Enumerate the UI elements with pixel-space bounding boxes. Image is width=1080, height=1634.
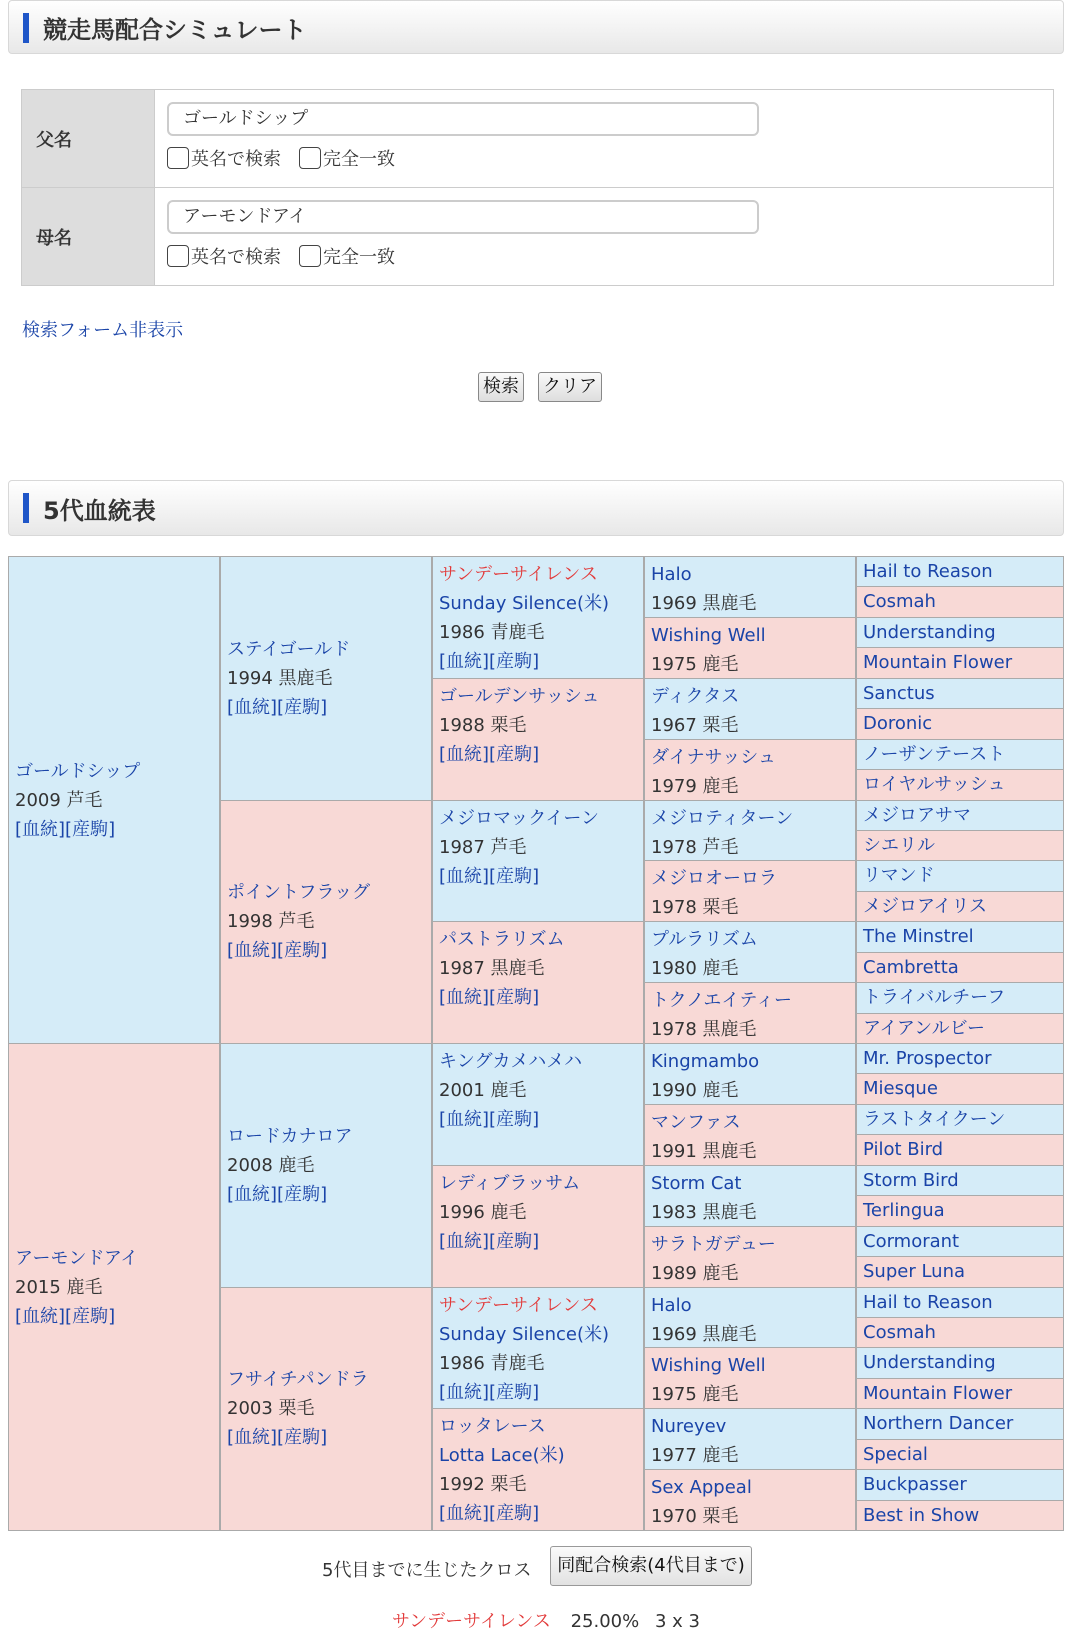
pedigree-cell-gen5: [856, 1043, 1064, 1074]
offspring-link[interactable]: [産駒]: [65, 818, 116, 840]
horse-name[interactable]: Halo: [651, 564, 692, 585]
horse-info: 1991 黒鹿毛: [651, 1140, 757, 1162]
horse-name[interactable]: Sanctus: [863, 682, 935, 704]
horse-name[interactable]: ロッタレース: [439, 1416, 546, 1438]
horse-name[interactable]: ディクタス: [651, 685, 740, 707]
pedigree-cell-gen5: [856, 921, 1064, 952]
horse-info: 1998 芦毛: [227, 911, 315, 933]
horse-info: 1980 鹿毛: [651, 958, 739, 980]
sire-name-input[interactable]: ゴールドシップ: [167, 102, 759, 136]
cross-horse[interactable]: サンデーサイレンス: [392, 1611, 551, 1632]
horse-links: [227, 1180, 425, 1209]
horse-info: 1994 黒鹿毛: [227, 667, 333, 689]
dam-name-input[interactable]: アーモンドアイ: [167, 200, 759, 234]
pedigree-cell-gen3: [432, 1043, 644, 1166]
pedigree-cell-gen5: [856, 1134, 1064, 1165]
pedigree-cell-gen5: [856, 1013, 1064, 1044]
horse-info: 1986 青鹿毛: [439, 622, 545, 643]
horse-name[interactable]: Mountain Flower: [863, 652, 1013, 674]
offspring-link[interactable]: [産駒]: [277, 696, 328, 718]
horse-info: 1977 鹿毛: [651, 1445, 739, 1467]
pedigree-cell-gen4: [644, 982, 856, 1044]
horse-links: [439, 1105, 637, 1134]
horse-links: [439, 983, 637, 1012]
pedigree-cell-gen4: [644, 556, 856, 618]
horse-name[interactable]: トライバルチーフ: [863, 987, 1006, 1009]
horse-links: [439, 862, 637, 891]
horse-info: 2003 栗毛: [227, 1398, 315, 1420]
horse-links: [439, 740, 637, 769]
horse-info: 1989 鹿毛: [651, 1262, 739, 1284]
horse-name[interactable]: メジロマックイーン: [439, 807, 600, 829]
pedigree-cell-gen5: [856, 800, 1064, 831]
horse-name[interactable]: Miesque: [863, 1078, 938, 1100]
cell-content: [15, 1244, 213, 1331]
horse-name[interactable]: マンファス: [651, 1111, 741, 1133]
offspring-link[interactable]: [産駒]: [277, 1183, 328, 1205]
pedigree-cell-gen3: [432, 1287, 644, 1410]
checkbox-box[interactable]: [299, 245, 321, 267]
search-form: [21, 89, 1054, 286]
pedigree-cell-gen5: [856, 1317, 1064, 1348]
horse-name[interactable]: Hail to Reason: [863, 1291, 993, 1313]
pedigree-cell-gen5: [856, 1195, 1064, 1226]
pedigree-link[interactable]: [血統]: [15, 818, 66, 840]
cell-content: [227, 1365, 425, 1452]
horse-name[interactable]: リマンド: [863, 865, 935, 887]
pedigree-cell-gen4: [644, 800, 856, 862]
cell-content: [15, 757, 213, 844]
checkbox-label: 完全一致: [323, 247, 395, 268]
simulate-title: 競走馬配合シミュレート: [43, 16, 307, 44]
sire-english-checkbox[interactable]: [167, 145, 281, 171]
pedigree-cell-gen4: [644, 1104, 856, 1166]
horse-links: [439, 1227, 637, 1256]
sire-cell: [154, 90, 1053, 187]
pedigree-cell-gen5: [856, 556, 1064, 587]
horse-name[interactable]: ゴールデンサッシュ: [439, 685, 600, 707]
horse-name[interactable]: ゴールドシップ: [15, 760, 141, 782]
pedigree-cell-gen2: [220, 556, 432, 801]
pedigree-cell-gen4: [644, 1226, 856, 1288]
pedigree-cell-gen5: [856, 1287, 1064, 1318]
cross-pattern: 3 x 3: [654, 1611, 700, 1632]
header-accent-bar: [23, 493, 29, 523]
horse-info: 1983 黒鹿毛: [651, 1201, 757, 1223]
offspring-link[interactable]: [産駒]: [489, 865, 540, 887]
horse-name[interactable]: Understanding: [863, 621, 996, 643]
horse-name[interactable]: Cosmah: [863, 591, 936, 613]
pedigree-cell-gen4: [644, 1043, 856, 1105]
horse-name[interactable]: ノーザンテースト: [863, 743, 1006, 765]
pedigree-link[interactable]: [血統]: [15, 1305, 66, 1327]
horse-name[interactable]: ダイナサッシュ: [651, 746, 776, 768]
horse-name[interactable]: アーモンドアイ: [15, 1247, 139, 1269]
horse-links: [439, 647, 637, 676]
horse-name[interactable]: プルラリズム: [651, 929, 758, 951]
pedigree-link[interactable]: [血統]: [439, 651, 490, 672]
horse-name[interactable]: Pilot Bird: [863, 1139, 944, 1161]
horse-info: 1978 黒鹿毛: [651, 1019, 757, 1041]
horse-name[interactable]: ロイヤルサッシュ: [863, 774, 1006, 796]
pedigree-link[interactable]: [血統]: [439, 743, 490, 765]
pedigree-cell-gen3: [432, 800, 644, 923]
pedigree-link[interactable]: [血統]: [439, 987, 490, 1009]
pedigree-cell-gen4: [644, 860, 856, 922]
pedigree-cell-gen5: [856, 860, 1064, 891]
horse-name[interactable]: ラストタイクーン: [863, 1108, 1006, 1130]
horse-info: 1969 黒鹿毛: [651, 1323, 757, 1345]
horse-name[interactable]: Nureyev: [651, 1416, 727, 1438]
horse-name[interactable]: Cosmah: [863, 1321, 936, 1343]
sire-options: [167, 145, 413, 171]
checkbox-box[interactable]: [167, 245, 189, 267]
horse-name[interactable]: メジロオーロラ: [651, 868, 777, 890]
horse-name[interactable]: メジロアイリス: [863, 895, 988, 917]
horse-name[interactable]: Cormorant: [863, 1230, 960, 1252]
horse-name[interactable]: ポイントフラッグ: [227, 882, 371, 904]
checkbox-label: 完全一致: [323, 149, 395, 170]
pedigree-cell-gen5: [856, 1256, 1064, 1287]
checkbox-label: 英名で検索: [191, 247, 281, 268]
cross-label: 5代目までに生じたクロス: [322, 1560, 532, 1581]
horse-name[interactable]: シエリル: [863, 834, 935, 856]
horse-links: [15, 1302, 213, 1331]
horse-info: 1988 栗毛: [439, 714, 527, 736]
horse-info: 2008 鹿毛: [227, 1154, 315, 1176]
horse-name[interactable]: Northern Dancer: [863, 1413, 1014, 1435]
horse-name[interactable]: ステイゴールド: [227, 638, 351, 660]
checkbox-box[interactable]: [299, 147, 321, 169]
horse-links: [227, 693, 425, 722]
horse-name[interactable]: Super Luna: [863, 1261, 966, 1283]
pedigree-title: 5代血統表: [43, 497, 156, 525]
horse-name[interactable]: Halo: [651, 1294, 692, 1316]
pedigree-cell-gen2: [220, 1043, 432, 1288]
horse-info: 2015 鹿毛: [15, 1276, 103, 1298]
pedigree-cell-gen5: [856, 1073, 1064, 1104]
horse-name[interactable]: Storm Cat: [651, 1172, 742, 1194]
cell-content: [227, 635, 425, 722]
pedigree-cell-gen4: [644, 617, 856, 679]
pedigree-link[interactable]: [血統]: [227, 696, 278, 718]
horse-info: 1967 栗毛: [651, 714, 739, 736]
pedigree-cell-gen5: [856, 1378, 1064, 1409]
horse-info: 1987 芦毛: [439, 836, 527, 858]
offspring-link[interactable]: [産駒]: [489, 1503, 540, 1525]
horse-info: 1969 黒鹿毛: [651, 593, 757, 614]
horse-name[interactable]: フサイチパンドラ: [227, 1369, 369, 1391]
dam-cell: [154, 188, 1053, 285]
pedigree-cell-gen5: [856, 617, 1064, 648]
dam-label: 母名: [22, 188, 154, 285]
pedigree-cell-gen5: [856, 678, 1064, 709]
pedigree-cell-gen4: [644, 1469, 856, 1531]
horse-name[interactable]: Buckpasser: [863, 1474, 967, 1496]
pedigree-cell-gen5: [856, 1165, 1064, 1196]
horse-name[interactable]: トクノエイティー: [651, 990, 792, 1012]
pedigree-link[interactable]: [血統]: [439, 1109, 490, 1130]
horse-links: [15, 815, 213, 844]
horse-info: 1987 黒鹿毛: [439, 958, 545, 980]
horse-links: [227, 936, 425, 965]
offspring-link[interactable]: [産駒]: [65, 1305, 116, 1327]
horse-info: 1986 青鹿毛: [439, 1352, 545, 1374]
horse-info: 2009 芦毛: [15, 789, 103, 811]
cross-row: [0, 1546, 1080, 1586]
horse-info: 2001 鹿毛: [439, 1080, 527, 1101]
horse-info: 1975 鹿毛: [651, 1384, 739, 1406]
horse-links: [439, 1499, 637, 1528]
same-cross-search-button[interactable]: 同配合検索(4代目まで): [550, 1546, 752, 1586]
pedigree-cell-gen2: [220, 800, 432, 1045]
offspring-link[interactable]: [産駒]: [489, 743, 540, 765]
horse-name-english[interactable]: Sunday Silence(米): [439, 593, 609, 614]
hide-form-link[interactable]: 検索フォーム非表示: [22, 320, 184, 341]
offspring-link[interactable]: [産駒]: [489, 1109, 540, 1130]
horse-name-english[interactable]: Sunday Silence(米): [439, 1323, 609, 1345]
search-button[interactable]: 検索: [478, 372, 524, 402]
dam-options: [167, 243, 413, 269]
horse-name[interactable]: Mountain Flower: [863, 1382, 1013, 1404]
horse-name[interactable]: Doronic: [863, 713, 933, 735]
horse-name[interactable]: Storm Bird: [863, 1169, 959, 1191]
pedigree-cell-gen5: [856, 647, 1064, 678]
cell-content: [227, 1122, 425, 1209]
pedigree-cell-gen5: [856, 586, 1064, 617]
horse-name[interactable]: Cambretta: [863, 956, 959, 978]
pedigree-link[interactable]: [血統]: [439, 1503, 490, 1525]
horse-name[interactable]: Sex Appeal: [651, 1477, 752, 1499]
horse-info: 1978 芦毛: [651, 836, 739, 858]
horse-info: 1978 栗毛: [651, 897, 739, 919]
pedigree-link[interactable]: [血統]: [439, 1381, 490, 1403]
offspring-link[interactable]: [産駒]: [277, 940, 328, 962]
horse-name[interactable]: サンデーサイレンス: [439, 1294, 598, 1316]
cell-content: [227, 878, 425, 965]
horse-name-english[interactable]: Lotta Lace(米): [439, 1445, 565, 1467]
horse-name[interactable]: Terlingua: [863, 1200, 945, 1222]
pedigree-cell-gen5: [856, 1439, 1064, 1470]
horse-name[interactable]: アイアンルビー: [863, 1017, 985, 1039]
horse-name[interactable]: サラトガデュー: [651, 1233, 776, 1255]
pedigree-cell-gen4: [644, 678, 856, 740]
offspring-link[interactable]: [産駒]: [489, 651, 540, 672]
offspring-link[interactable]: [産駒]: [489, 1381, 540, 1403]
offspring-link[interactable]: [産駒]: [277, 1427, 328, 1449]
pedigree-cell-gen3: [432, 1165, 644, 1288]
horse-info: 1990 鹿毛: [651, 1080, 739, 1101]
pedigree-cell-gen5: [856, 1347, 1064, 1378]
pedigree-link[interactable]: [血統]: [227, 1427, 278, 1449]
horse-links: [439, 1378, 637, 1407]
pedigree-section-header: [8, 480, 1064, 536]
cross-result: [392, 1607, 700, 1633]
horse-name[interactable]: ロードカナロア: [227, 1125, 353, 1147]
pedigree-cell-gen5: [856, 1226, 1064, 1257]
horse-name[interactable]: メジロティターン: [651, 807, 794, 829]
horse-name[interactable]: Special: [863, 1443, 928, 1465]
horse-name[interactable]: The Minstrel: [863, 926, 974, 948]
horse-name[interactable]: Wishing Well: [651, 1355, 766, 1377]
horse-info: 1970 栗毛: [651, 1506, 739, 1528]
pedigree-cell-gen4: [644, 739, 856, 801]
horse-name[interactable]: Hail to Reason: [863, 561, 993, 582]
horse-name[interactable]: Best in Show: [863, 1504, 980, 1526]
horse-info: 1979 鹿毛: [651, 775, 739, 797]
sire-label: 父名: [22, 90, 154, 187]
pedigree-cell-gen4: [644, 1287, 856, 1349]
sire-row: [22, 90, 1053, 188]
horse-name[interactable]: Understanding: [863, 1352, 996, 1374]
horse-name[interactable]: パストラリズム: [439, 929, 565, 951]
pedigree-link[interactable]: [血統]: [439, 865, 490, 887]
clear-button[interactable]: クリア: [538, 372, 602, 402]
pedigree-cell-gen4: [644, 1165, 856, 1227]
horse-info: 1992 栗毛: [439, 1474, 527, 1496]
pedigree-cell-gen5: [856, 769, 1064, 800]
pedigree-cell-gen3: [432, 1408, 644, 1531]
horse-name[interactable]: Wishing Well: [651, 624, 766, 646]
pedigree-cell-gen2: [220, 1287, 432, 1532]
horse-name[interactable]: メジロアサマ: [863, 804, 971, 826]
horse-name[interactable]: キングカメハメハ: [439, 1051, 583, 1072]
dam-exact-checkbox[interactable]: [299, 243, 395, 269]
horse-name[interactable]: サンデーサイレンス: [439, 564, 598, 585]
horse-info: 1996 鹿毛: [439, 1201, 527, 1223]
pedigree-cell-gen3: [432, 921, 644, 1044]
pedigree-cell-gen4: [644, 1408, 856, 1470]
horse-name[interactable]: Mr. Prospector: [863, 1048, 992, 1069]
pedigree-cell-gen5: [856, 952, 1064, 983]
sire-exact-checkbox[interactable]: [299, 145, 395, 171]
pedigree-cell-gen1: [8, 1043, 220, 1531]
offspring-link[interactable]: [産駒]: [489, 1230, 540, 1252]
pedigree-link[interactable]: [血統]: [439, 1230, 490, 1252]
pedigree-cell-gen5: [856, 1500, 1064, 1531]
header-accent-bar: [23, 13, 29, 43]
pedigree-cell-gen5: [856, 1104, 1064, 1135]
pedigree-cell-gen3: [432, 678, 644, 801]
pedigree-cell-gen5: [856, 1469, 1064, 1500]
horse-name[interactable]: Kingmambo: [651, 1051, 760, 1072]
checkbox-label: 英名で検索: [191, 149, 281, 170]
horse-links: [227, 1423, 425, 1452]
dam-english-checkbox[interactable]: [167, 243, 281, 269]
pedigree-cell-gen3: [432, 556, 644, 679]
simulate-section-header: [8, 0, 1064, 54]
pedigree-table: [8, 556, 1064, 1530]
pedigree-cell-gen5: [856, 830, 1064, 861]
pedigree-cell-gen5: [856, 1408, 1064, 1439]
checkbox-box[interactable]: [167, 147, 189, 169]
horse-name[interactable]: レディブラッサム: [439, 1172, 581, 1194]
pedigree-link[interactable]: [血統]: [227, 1183, 278, 1205]
horse-info: 1975 鹿毛: [651, 653, 739, 675]
pedigree-cell-gen5: [856, 739, 1064, 770]
pedigree-cell-gen5: [856, 708, 1064, 739]
pedigree-cell-gen5: [856, 891, 1064, 922]
pedigree-link[interactable]: [血統]: [227, 940, 278, 962]
pedigree-cell-gen1: [8, 556, 220, 1044]
cross-percent: 25.00%: [570, 1611, 640, 1632]
pedigree-cell-gen4: [644, 1347, 856, 1409]
pedigree-cell-gen5: [856, 982, 1064, 1013]
offspring-link[interactable]: [産駒]: [489, 987, 540, 1009]
dam-row: [22, 188, 1053, 285]
pedigree-cell-gen4: [644, 921, 856, 983]
